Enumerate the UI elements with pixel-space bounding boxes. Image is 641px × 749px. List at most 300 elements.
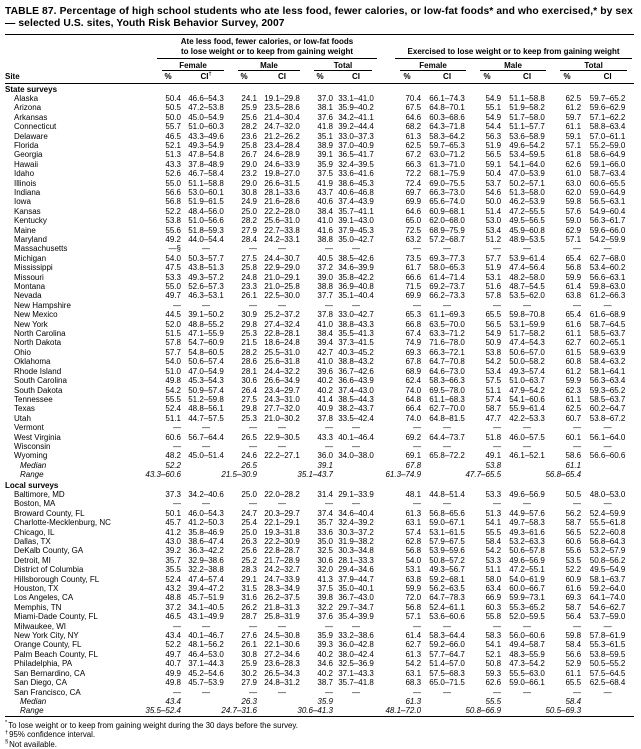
pct-cell: 64.6 — [405, 206, 422, 216]
ci-cell: 53.0–60.1 — [188, 187, 224, 197]
gap-cell — [379, 499, 393, 508]
ci-cell: 35.7–41.1 — [338, 206, 374, 216]
pct-cell: 66.8 — [405, 319, 422, 329]
site-cell: Wyoming — [14, 451, 48, 461]
pct-cell: 29.0 — [241, 159, 257, 169]
table-row — [5, 207, 634, 216]
pct-cell: 53.0 — [485, 216, 502, 226]
gap-cell — [379, 160, 393, 169]
table-row — [5, 367, 634, 376]
pct-cell: 44.5 — [165, 310, 181, 320]
ci-cell: 58.9–63.9 — [589, 347, 626, 357]
ci-cell: 56.8–64.3 — [589, 537, 626, 546]
table-row — [5, 659, 634, 668]
pct-cell: 61.4 — [405, 631, 422, 641]
ci-cell: 38.5–44.3 — [338, 394, 374, 404]
pct-cell: 62.8 — [405, 537, 422, 546]
ci-cell: 20.3–29.7 — [264, 508, 300, 518]
table-row — [5, 226, 634, 235]
pct-cell: 54.2 — [165, 385, 181, 395]
ci-cell: 52.4–61.1 — [429, 602, 465, 612]
ci-cell: 57.5–68.3 — [429, 668, 465, 678]
ci-cell: 55.5–61.8 — [589, 518, 626, 528]
ci-cell: 50.9–57.4 — [188, 385, 224, 395]
ci-cell: 61.4–71.4 — [429, 272, 465, 282]
ci-cell: 51.8–59.3 — [188, 225, 224, 235]
pct-cell: 55.0 — [165, 178, 181, 188]
ci-cell: 44.7–57.5 — [188, 413, 224, 423]
pct-cell: 54.2 — [485, 546, 502, 556]
ci-cell: — — [443, 621, 452, 631]
gap-cell — [379, 226, 393, 235]
ci-cell: 49.5–54.9 — [589, 565, 626, 575]
pct-cell: 70.4 — [405, 93, 422, 103]
pct-cell: 25.6 — [241, 112, 257, 122]
pct-cell: 59.7 — [565, 112, 582, 122]
pct-cell: 52.4 — [165, 404, 181, 414]
pct-cell: 59.9 — [565, 272, 582, 282]
ci-cell: 22.2–30.9 — [264, 537, 300, 546]
gap-cell — [379, 179, 393, 188]
ci-cell: — — [603, 423, 612, 433]
pct-cell: 35.7 — [165, 555, 181, 565]
ci-cell: 46.0–54.3 — [188, 508, 224, 518]
ci-cell: 33.2–38.6 — [338, 631, 374, 641]
ci-cell: — — [278, 244, 286, 254]
pct-cell: — — [493, 300, 502, 310]
pct-cell: — — [493, 423, 502, 433]
ci-cell: 39.1–50.2 — [188, 310, 224, 320]
ci-cell: 24.4–30.7 — [264, 253, 300, 263]
pct-cell: — — [249, 687, 257, 697]
footnote-text: To lose weight or to keep from gaining weight during the 30 days before the survey. — [8, 720, 298, 730]
ci-cell: 51.3–58.0 — [509, 187, 545, 197]
pct-cell: 47.5 — [165, 263, 181, 273]
ci-cell: 44.8–51.4 — [429, 489, 465, 499]
ci-cell — [421, 461, 473, 470]
site-cell: Maine — [14, 225, 36, 235]
pct-cell: 25.4 — [241, 518, 257, 528]
site-cell: South Carolina — [14, 376, 67, 386]
table-row — [5, 442, 634, 451]
ci-cell: — — [523, 423, 532, 433]
pct-cell: 49.7 — [165, 649, 181, 659]
site-cell: Michigan — [14, 253, 47, 263]
pct-cell: 40.2 — [317, 649, 333, 659]
pct-cell: 68.3 — [405, 678, 422, 688]
pct-cell: 25.9 — [241, 659, 257, 669]
pct-cell: — — [573, 621, 582, 631]
ci-cell: 24.6–28.9 — [264, 150, 300, 160]
ci-cell: 55.3–61.5 — [589, 640, 626, 650]
ci-cell: 59.3–65.2 — [589, 385, 626, 395]
pct-cell: 67.4 — [405, 329, 422, 339]
ci-cell: 31.9–38.2 — [338, 537, 374, 546]
pct-cell: 62.4 — [405, 376, 422, 386]
pct-cell: 56.8 — [565, 263, 582, 273]
ci-cell: 22.9–30.5 — [264, 432, 300, 442]
ci-cell: 48.8–56.1 — [188, 404, 224, 414]
site-cell: Mississippi — [14, 263, 53, 273]
ci-cell: 50.8–56.2 — [589, 555, 626, 565]
ci-cell: 56.8–65.6 — [429, 508, 465, 518]
table-row — [5, 414, 634, 423]
table-title: TABLE 87. Percentage of high school students who ate less food, fewer calories, or low-fat foods* and who exercised,* by sex — selected U.S. sites, Youth Risk Behavior Survey, 2007 — [5, 6, 633, 30]
pct-cell: 50.0 — [485, 197, 502, 207]
pct-cell: 31.5 — [241, 584, 257, 594]
pct-cell: 61.2 — [565, 103, 582, 113]
ci-cell: 19.8–27.0 — [264, 169, 300, 179]
pct-cell: 72.5 — [405, 225, 422, 235]
pct-cell: 21.5 — [241, 338, 257, 348]
pct-cell: 23.6 — [241, 131, 257, 141]
ci-cell: 19.3–31.8 — [264, 527, 300, 537]
empty-site-header — [5, 34, 155, 59]
table-row — [5, 301, 634, 310]
ci-cell: 25.8–31.9 — [264, 612, 300, 622]
ci-cell: — — [523, 687, 532, 697]
pct-cell: 38.8 — [317, 235, 333, 244]
ci-cell: 48.4–56.0 — [188, 206, 224, 216]
site-column-header: Site — [5, 71, 155, 83]
pct-cell: 29.8 — [241, 319, 257, 329]
dagger-mark: † — [208, 71, 212, 78]
table-row — [5, 423, 634, 432]
table-row — [5, 499, 634, 508]
ci-cell: 32.9–38.6 — [188, 555, 224, 565]
pct-cell: 25.0 — [241, 527, 257, 537]
ci-header: CI — [421, 71, 473, 83]
ci-cell: 57.2–68.7 — [429, 235, 465, 244]
ci-cell — [421, 697, 473, 706]
site-cell: Hillsborough County, FL — [14, 574, 100, 584]
gap-cell — [379, 461, 393, 470]
pct-cell: 52.2 — [165, 640, 181, 650]
pct-cell: 52.6 — [165, 169, 181, 179]
pct-cell: 47.7 — [485, 413, 502, 423]
ci-cell: 24.2–32.7 — [264, 565, 300, 575]
ci-cell: — — [443, 499, 452, 509]
pct-cell: 26.3 — [241, 696, 257, 706]
pct-cell — [545, 470, 582, 480]
ci-cell: 43.8–51.3 — [188, 263, 224, 273]
ci-cell: 52.2–60.8 — [589, 527, 626, 537]
ci-cell: 45.2–54.6 — [188, 668, 224, 678]
ci-cell: — — [202, 687, 210, 697]
gap-cell — [379, 404, 393, 413]
ci-cell: — — [278, 621, 286, 631]
section-label: State surveys — [5, 84, 58, 94]
ci-cell: — — [278, 300, 286, 310]
pct-cell: 39.1 — [317, 150, 333, 160]
pct-cell: 23.3 — [241, 282, 257, 292]
site-cell: West Virginia — [14, 432, 61, 442]
pct-cell: 58.4 — [485, 537, 502, 546]
ci-cell: — — [202, 621, 210, 631]
ci-cell: 34.6–39.9 — [338, 263, 374, 273]
site-cell: Nevada — [14, 291, 42, 301]
ci-cell — [333, 461, 379, 470]
ci-cell — [581, 461, 634, 470]
gap-cell — [379, 584, 393, 593]
ci-cell: 28.3–34.9 — [264, 584, 300, 594]
ci-cell — [333, 706, 379, 715]
ci-cell: 58.5–63.7 — [589, 394, 626, 404]
pct-cell: 30.8 — [241, 187, 257, 197]
pct-cell: 25.6 — [241, 546, 257, 556]
ci-cell: 49.4–58.7 — [509, 640, 545, 650]
ci-cell: 48.9–53.5 — [509, 235, 545, 244]
footnote-text: 95% confidence interval. — [9, 730, 96, 740]
pct-cell: 46.5 — [165, 612, 181, 622]
gap-cell — [379, 376, 393, 385]
pct-cell: 61.0 — [565, 169, 582, 179]
pct-cell: 55.7 — [165, 122, 181, 132]
gap-cell — [379, 433, 393, 442]
table-row — [5, 329, 634, 338]
ci-cell: 44.9–57.6 — [509, 508, 545, 518]
pct-cell: 40.5 — [317, 253, 333, 263]
pct-cell: 38.8 — [317, 282, 333, 292]
site-cell: Texas — [14, 404, 35, 414]
pct-cell: 57.7 — [485, 253, 502, 263]
pct-cell: 61.3 — [405, 649, 422, 659]
pct-cell: — — [413, 499, 422, 509]
ci-cell: 53.6–58.9 — [509, 131, 545, 141]
pct-cell: 29.1 — [241, 574, 257, 584]
ci-cell: 32.4–39.2 — [338, 518, 374, 528]
pct-cell: 59.8 — [565, 197, 582, 207]
site-cell: Philadelphia, PA — [14, 659, 73, 669]
pct-cell: — — [573, 499, 582, 509]
pct-cell: 48.8 — [165, 593, 181, 603]
pct-cell: — — [573, 441, 582, 451]
site-cell: Oklahoma — [14, 357, 51, 367]
ci-cell: 58.7–64.5 — [589, 319, 626, 329]
ci-cell: 22.5–30.0 — [264, 291, 300, 301]
gap-cell — [379, 188, 393, 197]
gap-cell — [379, 537, 393, 546]
ci-cell: 36.9–40.8 — [338, 282, 374, 292]
pct-cell: 54.6 — [485, 187, 502, 197]
site-cell: Utah — [14, 413, 31, 423]
ci-cell: 66.3–72.1 — [429, 347, 465, 357]
ci-cell: 53.7–59.0 — [589, 612, 626, 622]
ci-cell: 58.3–64.4 — [429, 631, 465, 641]
ci-cell: — — [278, 499, 286, 509]
ci-cell: 23.6–28.3 — [264, 659, 300, 669]
pct-cell: 52.1 — [165, 140, 181, 150]
pct-cell: 53.3 — [165, 272, 181, 282]
table-body — [5, 83, 634, 716]
site-cell: North Carolina — [14, 329, 66, 339]
ci-cell: 21.0–25.8 — [264, 282, 300, 292]
site-cell: Wisconsin — [14, 441, 51, 451]
pct-cell: 60.7 — [565, 413, 582, 423]
pct-cell: 74.0 — [405, 413, 422, 423]
pct-cell: 37.8 — [317, 310, 333, 320]
range-value: 43.3–60.6 — [145, 470, 181, 480]
table-row — [5, 640, 634, 649]
site-cell: Boston, MA — [14, 499, 56, 509]
pct-cell: 55.5 — [165, 394, 181, 404]
pct-cell: 61.3 — [405, 131, 422, 141]
pct-cell: 30.8 — [241, 649, 257, 659]
ci-cell: — — [202, 244, 210, 254]
ci-cell: 33.1–41.0 — [338, 93, 374, 103]
table-row — [5, 150, 634, 159]
pct-cell: 41.4 — [317, 394, 333, 404]
pct-cell: 61.1 — [565, 394, 582, 404]
ci-cell: 58.1–64.1 — [589, 366, 626, 376]
ci-cell: 36.7–42.6 — [338, 366, 374, 376]
ci-cell: 25.6–31.0 — [264, 216, 300, 226]
pct-cell: 45.7 — [165, 518, 181, 528]
ci-cell: 55.2–59.0 — [589, 140, 626, 150]
pct-cell: 51.1 — [165, 413, 181, 423]
ci-cell: 40.1–46.7 — [188, 631, 224, 641]
pct-cell: 57.6 — [565, 206, 582, 216]
ci-cell: 55.3–65.2 — [509, 602, 545, 612]
pct-cell: 58.3 — [485, 631, 502, 641]
ci-cell: 24.5–30.8 — [264, 631, 300, 641]
pct-cell: 63.0 — [565, 178, 582, 188]
pct-cell: 69.9 — [405, 291, 422, 301]
table-row — [5, 537, 634, 546]
ci-cell: 64.8–70.1 — [429, 103, 465, 113]
ci-cell: 53.5–62.0 — [509, 291, 545, 301]
ci-cell: 54.1–60.6 — [509, 394, 545, 404]
ci-cell: 45.9–60.8 — [509, 225, 545, 235]
gap-cell — [379, 254, 393, 263]
range-value: 47.7–65.5 — [465, 470, 502, 480]
ci-cell: 38.8–43.3 — [338, 319, 374, 329]
pct-cell: 31.4 — [317, 489, 333, 499]
gap-cell — [379, 150, 393, 159]
pct-cell: 57.8 — [485, 291, 502, 301]
table-row — [5, 395, 634, 404]
pct-cell: 61.2 — [565, 366, 582, 376]
pct-cell: — — [493, 621, 502, 631]
ci-cell: 68.9–75.9 — [429, 225, 465, 235]
site-cell: Orange County, FL — [14, 640, 82, 650]
table-row — [5, 404, 634, 413]
pct-cell — [297, 470, 333, 480]
footnote — [5, 730, 634, 740]
pct-cell: 53.3 — [485, 489, 502, 499]
pct-cell: 50.1 — [165, 508, 181, 518]
ci-cell: 58.8–63.4 — [589, 122, 626, 132]
ci-cell: 35.9–40.2 — [338, 103, 374, 113]
ci-cell: — — [352, 687, 361, 697]
pct-cell: 56.8 — [405, 602, 422, 612]
ci-cell: 71.6–78.0 — [429, 338, 465, 348]
ci-cell: — — [523, 300, 532, 310]
pct-cell: 60.6 — [565, 537, 582, 546]
pct-cell: 43.4 — [165, 631, 181, 641]
table-row — [5, 556, 634, 565]
ci-cell: 60.6–65.5 — [589, 178, 626, 188]
ci-cell: 38.6–47.4 — [188, 537, 224, 546]
pct-cell: 53.8 — [485, 460, 502, 470]
ci-cell: — — [603, 441, 612, 451]
pct-header: % — [553, 71, 581, 83]
pct-cell: 41.0 — [317, 319, 333, 329]
pct-cell: 62.5 — [565, 93, 582, 103]
pct-cell: 65.0 — [405, 216, 422, 226]
pct-cell: 41.6 — [317, 225, 333, 235]
pct-cell: 59.1 — [485, 159, 502, 169]
gap-cell — [379, 395, 393, 404]
ci-cell: 46.1–52.1 — [509, 451, 545, 461]
pct-cell: 58.7 — [565, 518, 582, 528]
pct-cell: 67.5 — [405, 103, 422, 113]
table-row — [5, 188, 634, 197]
site-cell: Baltimore, MD — [14, 489, 65, 499]
ci-cell: 50.6–57.8 — [509, 546, 545, 556]
table-row — [5, 320, 634, 329]
pct-cell: 37.4 — [317, 508, 333, 518]
gap-cell — [379, 575, 393, 584]
pct-cell: 37.7 — [317, 291, 333, 301]
site-cell: San Francisco, CA — [14, 687, 81, 697]
pct-cell: — — [413, 244, 422, 254]
pct-cell: 51.3 — [485, 508, 502, 518]
ci-cell: 37.3–41.5 — [338, 338, 374, 348]
pct-cell: 49.1 — [485, 451, 502, 461]
pct-cell: — — [325, 441, 333, 451]
pct-cell: — — [325, 687, 333, 697]
pct-cell: — — [413, 300, 422, 310]
female-header-2: Female — [393, 59, 473, 71]
site-cell: Massachusetts — [14, 244, 68, 254]
ci-cell: 53.8–67.2 — [589, 413, 626, 423]
ci-cell: 54.7–60.9 — [188, 338, 224, 348]
ci-cell: — — [523, 441, 532, 451]
ci-cell: 58.3–64.2 — [429, 131, 465, 141]
pct-cell: 56.5 — [485, 319, 502, 329]
pct-cell: 37.2 — [317, 263, 333, 273]
pct-cell: 29.0 — [241, 178, 257, 188]
pct-cell: 61.6 — [565, 584, 582, 594]
ci-cell: 37.8–48.9 — [188, 159, 224, 169]
site-cell: Delaware — [14, 131, 48, 141]
site-cell: DeKalb County, GA — [14, 546, 84, 556]
pct-cell — [145, 470, 181, 480]
ci-cell: 64.8–81.5 — [429, 413, 465, 423]
pct-cell: 24.8 — [241, 272, 257, 282]
pct-cell: 57.1 — [565, 235, 582, 244]
ci-cell: 63.5–70.0 — [429, 319, 465, 329]
ci-cell: 29.7–34.7 — [338, 602, 374, 612]
pct-cell: 58.7 — [485, 404, 502, 414]
pct-cell: 28.3 — [241, 565, 257, 575]
pct-cell: 41.2 — [165, 527, 181, 537]
pct-cell: 25.0 — [241, 489, 257, 499]
pct-cell: 53.4 — [485, 225, 502, 235]
ci-cell: 19.1–29.8 — [264, 93, 300, 103]
total-header-1: Total — [307, 59, 379, 71]
pct-cell: 24.6 — [241, 451, 257, 461]
ci-cell: 59.7–65.3 — [429, 140, 465, 150]
pct-cell: 50.5 — [565, 489, 582, 499]
ci-cell: 27.2–34.6 — [264, 649, 300, 659]
gap-cell — [379, 678, 393, 687]
ci-cell: 50.0–58.2 — [509, 357, 545, 367]
table-row — [5, 338, 634, 347]
pct-cell: 48.2 — [165, 451, 181, 461]
gap-cell — [379, 546, 393, 555]
